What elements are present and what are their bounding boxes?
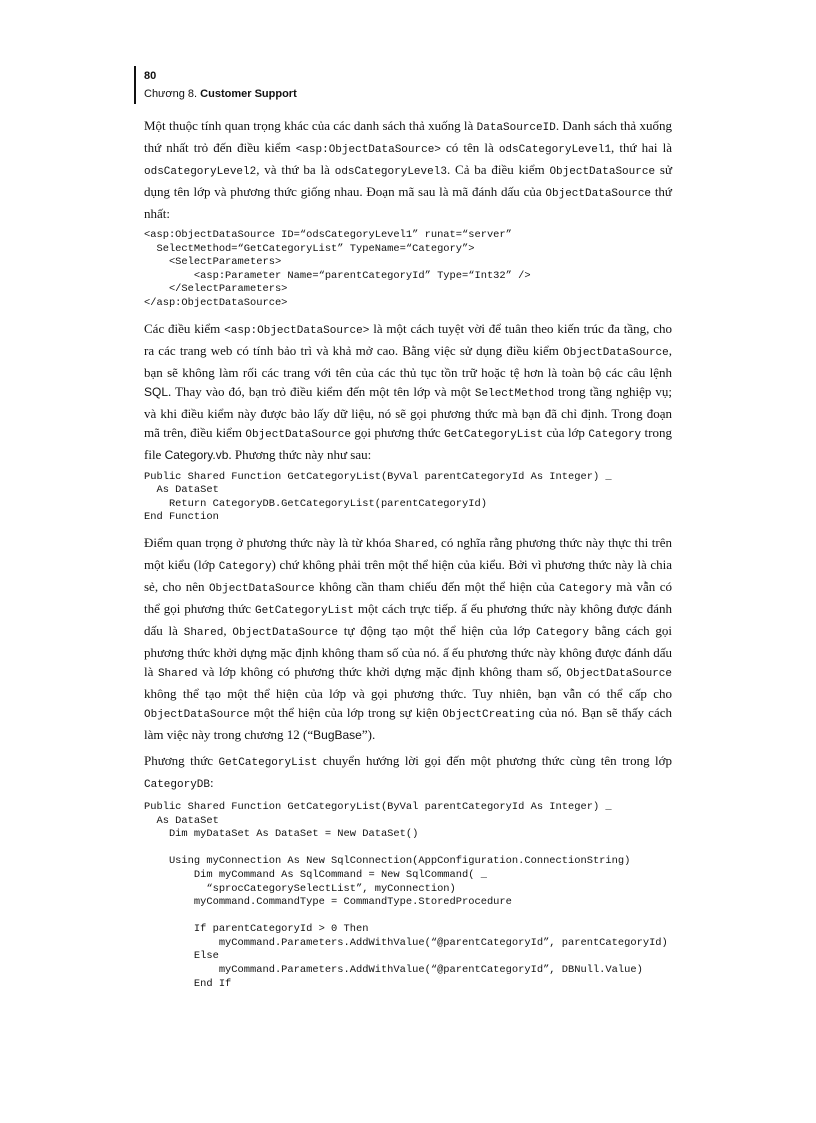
text-run: , bạn sẽ không làm rối các trang với tên của các thủ tục tồn trữ hoặc tệ hơn là toàn bộ các câu lệnh xyxy=(144,342,672,380)
code-block xyxy=(144,471,672,525)
code-line: “sprocCategorySelectList”, myConnection) xyxy=(144,882,456,895)
text-run: sử dụng tên lớp và phương thức giống nhau. Đoạn mã sau là mã đánh dấu của xyxy=(144,162,672,199)
code-line: As DataSet xyxy=(144,814,219,827)
code-line: </SelectParameters> xyxy=(144,283,288,296)
text-run: gọi phương thức xyxy=(350,424,445,440)
inline-code: ObjectDataSource xyxy=(545,188,652,200)
inline-code: ObjectDataSource xyxy=(549,166,656,178)
inline-code: Shared xyxy=(157,667,198,680)
text-run: chuyển hướng lời gọi đến một phương thức cùng tên trong lớp xyxy=(317,752,673,768)
text-run: Một thuộc tính quan trọng khác của các danh sách thả xuống là xyxy=(144,118,477,133)
inline-code: Category xyxy=(588,428,642,441)
text-run: mà vẫn có thể gọi phương thức xyxy=(144,578,673,616)
text-run: Phương thức xyxy=(144,752,219,768)
code-line: <asp:ObjectDataSource ID=“odsCategoryLevel1” runat=“server” xyxy=(144,229,512,241)
inline-code: ObjectDataSource xyxy=(566,667,672,680)
inline-code: ObjectDataSource xyxy=(208,582,315,595)
inline-code: odsCategoryLevel3 xyxy=(334,166,447,178)
inline-code: <asp:ObjectDataSource> xyxy=(224,324,370,337)
text-run: một cách trực tiếp. ấ ếu phương thức này không được đánh dấu là xyxy=(144,600,673,638)
code-line: Public Shared Function GetCategoryList(ByVal parentCategoryId As Integer) _ xyxy=(144,800,612,813)
code-line: myCommand.Parameters.AddWithValue(“@parentCategoryId”, DBNull.Value) xyxy=(144,964,643,977)
inline-code: ObjectDataSource xyxy=(144,708,250,721)
text-run: . Danh sách thả xuống thứ nhất trỏ đến điều kiểm xyxy=(144,118,672,155)
inline-code: ObjectCreating xyxy=(442,708,535,721)
inline-code: ObjectDataSource xyxy=(245,428,351,441)
sans-term: Category.vb xyxy=(164,447,229,462)
inline-code: <asp:ObjectDataSource> xyxy=(295,144,441,156)
inline-code: Category xyxy=(536,626,589,639)
chapter-prefix: Chương 8. xyxy=(144,88,201,100)
chapter-title: Customer Support xyxy=(200,88,297,100)
text-run: ”). xyxy=(361,726,376,742)
code-line: SelectMethod=“GetCategoryList” TypeName=“Category”> xyxy=(144,242,475,255)
inline-code: DataSourceID xyxy=(476,122,556,134)
inline-code: odsCategoryLevel2 xyxy=(144,166,257,178)
paragraph xyxy=(144,533,672,745)
paragraph xyxy=(144,319,672,465)
text-run: của lớp xyxy=(543,424,589,440)
code-line: Using myConnection As New SqlConnection(AppConfiguration.ConnectionString) xyxy=(144,855,631,868)
text-run: . Thay vào đó, bạn trỏ điều kiểm đến một tên lớp và một xyxy=(168,383,475,399)
text-run: và lớp không có phương thức khởi dựng mặc định không tham số, xyxy=(197,663,567,679)
text-run: thứ nhất: xyxy=(144,184,672,221)
code-line: <asp:Parameter Name=“parentCategoryId” Type=“Int32” /> xyxy=(144,269,531,282)
text-run: không thể tạo một thể hiện của lớp và gọi phương thức. Tuy nhiên, bạn vẫn có thể cấp cho xyxy=(144,685,672,701)
code-line: Public Shared Function GetCategoryList(ByVal parentCategoryId As Integer) _ xyxy=(144,470,612,483)
text-run: trong tầng nghiệp vụ; và khi điều kiểm này được bảo lấy dữ liệu, nó sẽ gọi phương thức mà bạn đã chỉ định. Trong đoạn mã trên, điều kiểm xyxy=(144,383,672,440)
text-run: một thể hiện của lớp trong sự kiện xyxy=(249,704,443,720)
page-number: 80 xyxy=(144,70,157,82)
text-run: , và thứ ba là xyxy=(256,162,335,177)
text-run: ) chứ không phải trên một thể hiện của kiểu. Bởi vì phương thức này là chia sẻ, cho nên xyxy=(144,556,672,594)
code-line: Else xyxy=(144,950,219,963)
code-line: myCommand.CommandType = CommandType.StoredProcedure xyxy=(144,896,512,909)
code-block xyxy=(144,229,672,311)
inline-code: GetCategoryList xyxy=(444,428,544,441)
inline-code: odsCategoryLevel1 xyxy=(498,144,612,156)
sans-term: BugBase xyxy=(313,727,362,742)
text-run: : xyxy=(210,774,214,790)
text-run: là một cách tuyệt vời để tuân theo kiến trúc đa tầng, cho ra các trang web có tính bảo trì và khả mở cao. Bằng việc sử dụng điều kiểm xyxy=(144,320,672,358)
code-line: Dim myCommand As SqlCommand = New SqlCommand( _ xyxy=(144,868,487,881)
text-run: . Phương thức này như sau: xyxy=(228,446,372,462)
paragraph xyxy=(144,751,672,795)
sans-term: SQL xyxy=(144,384,169,399)
code-line: End If xyxy=(144,977,232,990)
code-line xyxy=(144,910,672,924)
inline-code: ObjectDataSource xyxy=(232,626,339,639)
code-line xyxy=(144,842,672,856)
inline-code: Category xyxy=(218,560,272,573)
body-text xyxy=(144,116,672,999)
chapter-heading xyxy=(144,88,297,100)
inline-code: Category xyxy=(558,582,612,595)
text-run: , thứ hai là xyxy=(611,140,672,155)
header-rule xyxy=(134,66,136,104)
inline-code: GetCategoryList xyxy=(254,604,354,617)
code-line: Return CategoryDB.GetCategoryList(parentCategoryId) xyxy=(144,497,487,510)
inline-code: Shared xyxy=(183,626,224,639)
text-run: của nó. Bạn sẽ thấy cách làm việc này trong chương 12 (“ xyxy=(144,704,672,742)
inline-code: SelectMethod xyxy=(474,387,555,400)
code-line: Dim myDataSet As DataSet = New DataSet() xyxy=(144,828,419,841)
text-run: bằng cách gọi phương thức khởi dựng mặc định không tham số của nó. ấ ếu phương thức này không được đánh dấu là xyxy=(144,622,673,679)
code-line: myCommand.Parameters.AddWithValue(“@parentCategoryId”, parentCategoryId) xyxy=(144,936,668,949)
text-run: Điểm quan trọng ở phương thức này là từ khóa xyxy=(144,534,395,550)
text-run: , có nghĩa rằng phương thức này thực thi trên một kiểu (lớp xyxy=(144,534,672,572)
text-run: , xyxy=(223,622,233,638)
text-run: có tên là xyxy=(440,140,499,155)
code-line: </asp:ObjectDataSource> xyxy=(144,296,288,309)
code-line: If parentCategoryId > 0 Then xyxy=(144,923,369,936)
text-run: không cần tham chiếu đến một thể hiện của xyxy=(314,578,559,594)
text-run: trong file xyxy=(144,424,673,462)
code-line: End Function xyxy=(144,511,219,524)
code-line: <SelectParameters> xyxy=(144,256,282,269)
text-run: tự động tạo một thể hiện của lớp xyxy=(338,622,537,638)
code-line: As DataSet xyxy=(144,484,219,497)
inline-code: Shared xyxy=(394,538,435,551)
inline-code: GetCategoryList xyxy=(218,756,318,769)
inline-code: ObjectDataSource xyxy=(563,346,669,359)
text-run: Các điều kiểm xyxy=(144,320,225,336)
paragraph xyxy=(144,116,672,223)
text-run: . Cả ba điều kiểm xyxy=(446,162,550,177)
code-block xyxy=(144,801,672,991)
inline-code: CategoryDB xyxy=(144,778,211,791)
